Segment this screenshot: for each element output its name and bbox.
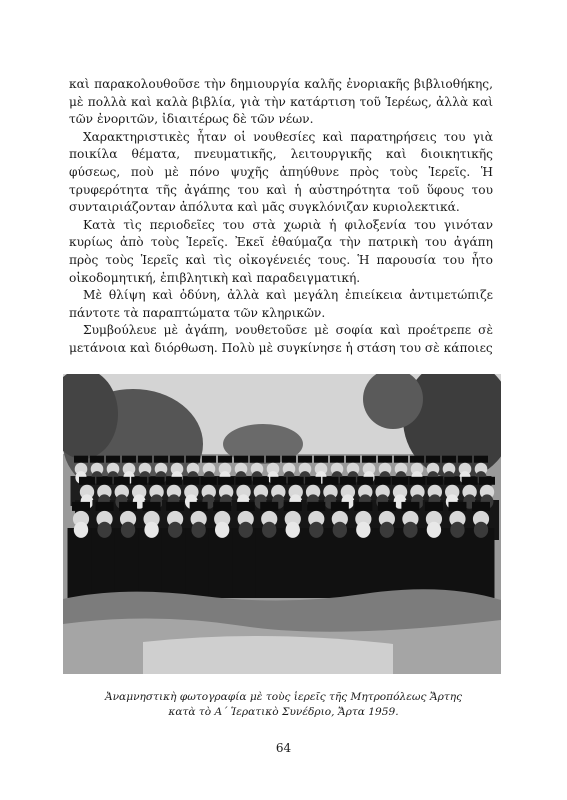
group-photograph (63, 374, 501, 674)
page-number: 64 (275, 741, 292, 755)
paragraph-4: Μὲ θλίψη καὶ ὀδύνη, ἀλλὰ καὶ μεγάλη ἐπιείκεια ἀντιμετώπιζε πάντοτε τὰ παραπτώματα τῶν κληρικῶν. (69, 288, 493, 320)
body-text (69, 76, 493, 358)
paragraph-3: Κατὰ τὶς περιοδεῖες του στὰ χωριὰ ἡ φιλοξενία του γινόταν κυρίως ἀπὸ τοὺς Ἱερεῖς. Ἐκεῖ ἐθαύμαζα τὴν πατρικὴ του ἀγάπη πρὸς τοὺς Ἱερεῖς καὶ τὶς οἰκογένειές τους. Ἡ παρουσία του ἦτο οἰκοδομητική, ἐπιβλητικὴ καὶ παραδειγματική. (69, 217, 493, 285)
caption-line-1: Ἀναμνηστικὴ φωτογραφία μὲ τοὺς ἱερεῖς τῆς Μητροπόλεως Ἄρτης (104, 691, 463, 703)
caption-line-2: κατὰ τὸ Α΄ Ἱερατικὸ Συνέδριο, Ἄρτα 1959. (168, 705, 399, 718)
photo-caption (0, 690, 567, 719)
paragraph-5: Συμβούλευε μὲ ἀγάπη, νουθετοῦσε μὲ σοφία καὶ προέτρεπε σὲ μετάνοια καὶ διόρθωση. Πολὺ μὲ συγκίνησε ἡ στάση του σὲ κάποιες (69, 323, 493, 355)
paragraph-2: Χαρακτηριστικὲς ἦταν οἱ νουθεσίες καὶ παρατηρήσεις του γιὰ ποικίλα θέματα, πνευματικῆς, λειτουργικῆς καὶ διοικητικῆς φύσεως, ποὺ μὲ πόνο ψυχῆς ἀπηύθυνε πρὸς τοὺς Ἱερεῖς. Ἡ τρυφερότητα τῆς ἀγάπης του καὶ ἡ αὐστηρότητα τοῦ ὕφους του συνταιριάζονταν ἀπόλυτα καὶ μᾶς συγκλόνιζαν κυριολεκτικά. (69, 129, 493, 215)
paragraph-1: καὶ παρακολουθοῦσε τὴν δημιουργία καλῆς ἐνοριακῆς βιβλιοθήκης, μὲ πολλὰ καὶ καλὰ βιβλία, γιὰ τὴν κατάρτιση τοῦ Ἱερέως, ἀλλὰ καὶ τῶν ἐνοριτῶν, ἰδιαιτέρως δὲ τῶν νέων. (69, 77, 493, 127)
